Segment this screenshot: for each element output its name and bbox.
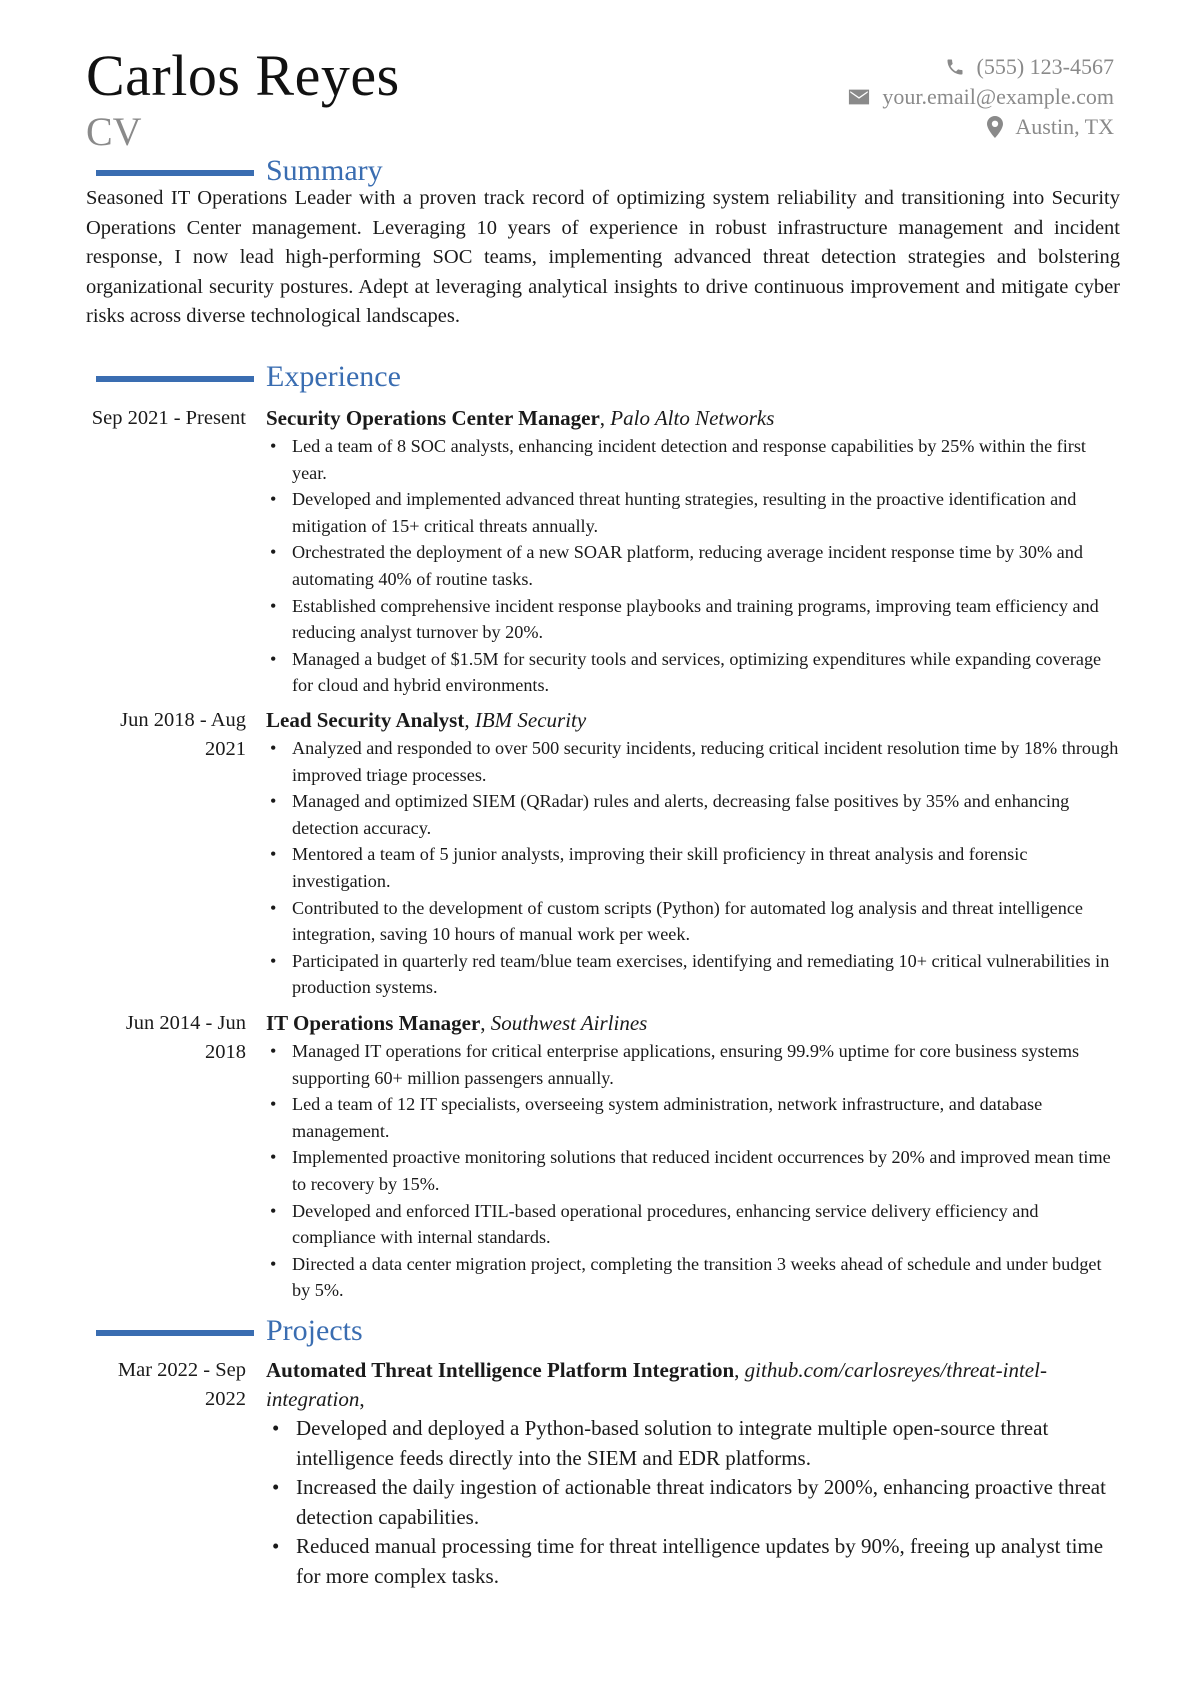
project-bullet-list <box>266 1414 1120 1592</box>
entry-dates: Sep 2021 - Present <box>91 407 246 429</box>
achievement-list <box>266 1038 1120 1304</box>
summary-section-header <box>0 154 1190 188</box>
section-rule <box>96 1330 254 1336</box>
list-item: • Orchestrated the deployment of a new SOAR platform, reducing average incident response time by 30% and automating 40% of routine tasks. <box>266 539 1120 592</box>
section-rule <box>96 170 254 176</box>
achievement-list <box>266 735 1120 1001</box>
entry-title: Security Operations Center Manager, Palo Alto Networks <box>266 406 775 430</box>
list-item: • Led a team of 8 SOC analysts, enhancing incident detection and response capabilities by 25% within the first year. <box>266 433 1120 486</box>
summary-text: Seasoned IT Operations Leader with a proven track record of optimizing system reliability and transitioning into Security Operations Center management. Leveraging 10 years of experience in robust infrastructure management and incident response, I now lead high-performing SOC teams, implementing advanced threat detection strategies and bolstering organizational security postures. Adept at leveraging analytical insights to drive continuous improvement and mitigate cyber risks across diverse technological landscapes. <box>86 187 1120 328</box>
document-subtitle: CV <box>86 109 142 154</box>
job-organization: Southwest Airlines <box>490 1011 648 1035</box>
projects-section-header <box>0 1314 1190 1348</box>
entry-body <box>266 404 1120 699</box>
experience-section-header <box>0 360 1190 394</box>
project-link[interactable]: github.com/carlosreyes/threat-intel-integration <box>266 1358 1047 1411</box>
list-item: • Participated in quarterly red team/blue team exercises, identifying and remediating 10+ critical vulnerabilities in production systems. <box>266 948 1120 1001</box>
job-organization: Palo Alto Networks <box>610 406 775 430</box>
phone-number: (555) 123-4567 <box>976 54 1114 79</box>
entry-dates: Jun 2014 - Jun 2018 <box>125 1012 246 1063</box>
entry-dates: Jun 2018 - Aug 2021 <box>120 709 246 760</box>
job-role: Security Operations Center Manager <box>266 406 600 430</box>
job-organization: IBM Security <box>474 708 587 732</box>
list-item: • Managed a budget of $1.5M for security tools and services, optimizing expenditures while expanding coverage for cloud and hybrid environments. <box>266 646 1120 699</box>
project-title: Automated Threat Intelligence Platform Integration, github.com/carlosreyes/threat-intel-integration, <box>266 1358 1047 1411</box>
list-item: • Established comprehensive incident response playbooks and training programs, improving team efficiency and reducing analyst turnover by 20%. <box>266 593 1120 646</box>
entry-dates: Mar 2022 - Sep 2022 <box>117 1359 246 1410</box>
list-item: • Developed and enforced ITIL-based operational procedures, enhancing service delivery efficiency and compliance with internal standards. <box>266 1198 1120 1251</box>
list-item: • Managed and optimized SIEM (QRadar) rules and alerts, decreasing false positives by 35% and enhancing detection accuracy. <box>266 788 1120 841</box>
section-title-experience: Experience <box>266 360 401 393</box>
map-pin-icon <box>987 116 1003 138</box>
list-item: • Implemented proactive monitoring solutions that reduced incident occurrences by 20% and improved mean time to recovery by 15%. <box>266 1144 1120 1197</box>
list-item: • Analyzed and responded to over 500 security incidents, reducing critical incident resolution time by 18% through improved triage processes. <box>266 735 1120 788</box>
list-item: • Reduced manual processing time for threat intelligence updates by 90%, freeing up analyst time for more complex tasks. <box>266 1532 1120 1591</box>
section-title-summary: Summary <box>266 154 383 187</box>
phone-icon <box>945 57 965 77</box>
project-name: Automated Threat Intelligence Platform Integration <box>266 1358 735 1382</box>
email-address: your.email@example.com <box>882 84 1114 109</box>
entry-body <box>266 706 1120 1001</box>
list-item: • Mentored a team of 5 junior analysts, improving their skill proficiency in threat analysis and forensic investigation. <box>266 841 1120 894</box>
contact-location <box>848 112 1114 142</box>
achievement-list <box>266 433 1120 699</box>
entry-body <box>266 1356 1120 1592</box>
contact-block <box>848 52 1114 142</box>
section-rule <box>96 376 254 382</box>
job-role: Lead Security Analyst <box>266 708 465 732</box>
list-item: • Developed and deployed a Python-based solution to integrate multiple open-source threat intelligence feeds directly into the SIEM and EDR platforms. <box>266 1414 1120 1473</box>
section-title-projects: Projects <box>266 1314 363 1347</box>
list-item: • Increased the daily ingestion of actionable threat indicators by 200%, enhancing proactive threat detection capabilities. <box>266 1473 1120 1532</box>
entry-body <box>266 1009 1120 1304</box>
list-item: • Contributed to the development of custom scripts (Python) for automated log analysis and threat intelligence integration, saving 10 hours of manual work per week. <box>266 895 1120 948</box>
list-item: • Developed and implemented advanced threat hunting strategies, resulting in the proactive identification and mitigation of 15+ critical threats annually. <box>266 486 1120 539</box>
location-text: Austin, TX <box>1015 114 1114 139</box>
job-role: IT Operations Manager <box>266 1011 481 1035</box>
list-item: • Managed IT operations for critical enterprise applications, ensuring 99.9% uptime for core business systems supporting 60+ million passengers annually. <box>266 1038 1120 1091</box>
envelope-icon <box>848 88 870 106</box>
contact-phone[interactable] <box>848 52 1114 82</box>
person-name: Carlos Reyes <box>86 43 400 108</box>
entry-title: IT Operations Manager, Southwest Airlines <box>266 1011 648 1035</box>
contact-email[interactable] <box>848 82 1114 112</box>
list-item: • Directed a data center migration project, completing the transition 3 weeks ahead of schedule and under budget by 5%. <box>266 1251 1120 1304</box>
entry-title: Lead Security Analyst, IBM Security <box>266 708 587 732</box>
list-item: • Led a team of 12 IT specialists, overseeing system administration, network infrastructure, and database management. <box>266 1091 1120 1144</box>
